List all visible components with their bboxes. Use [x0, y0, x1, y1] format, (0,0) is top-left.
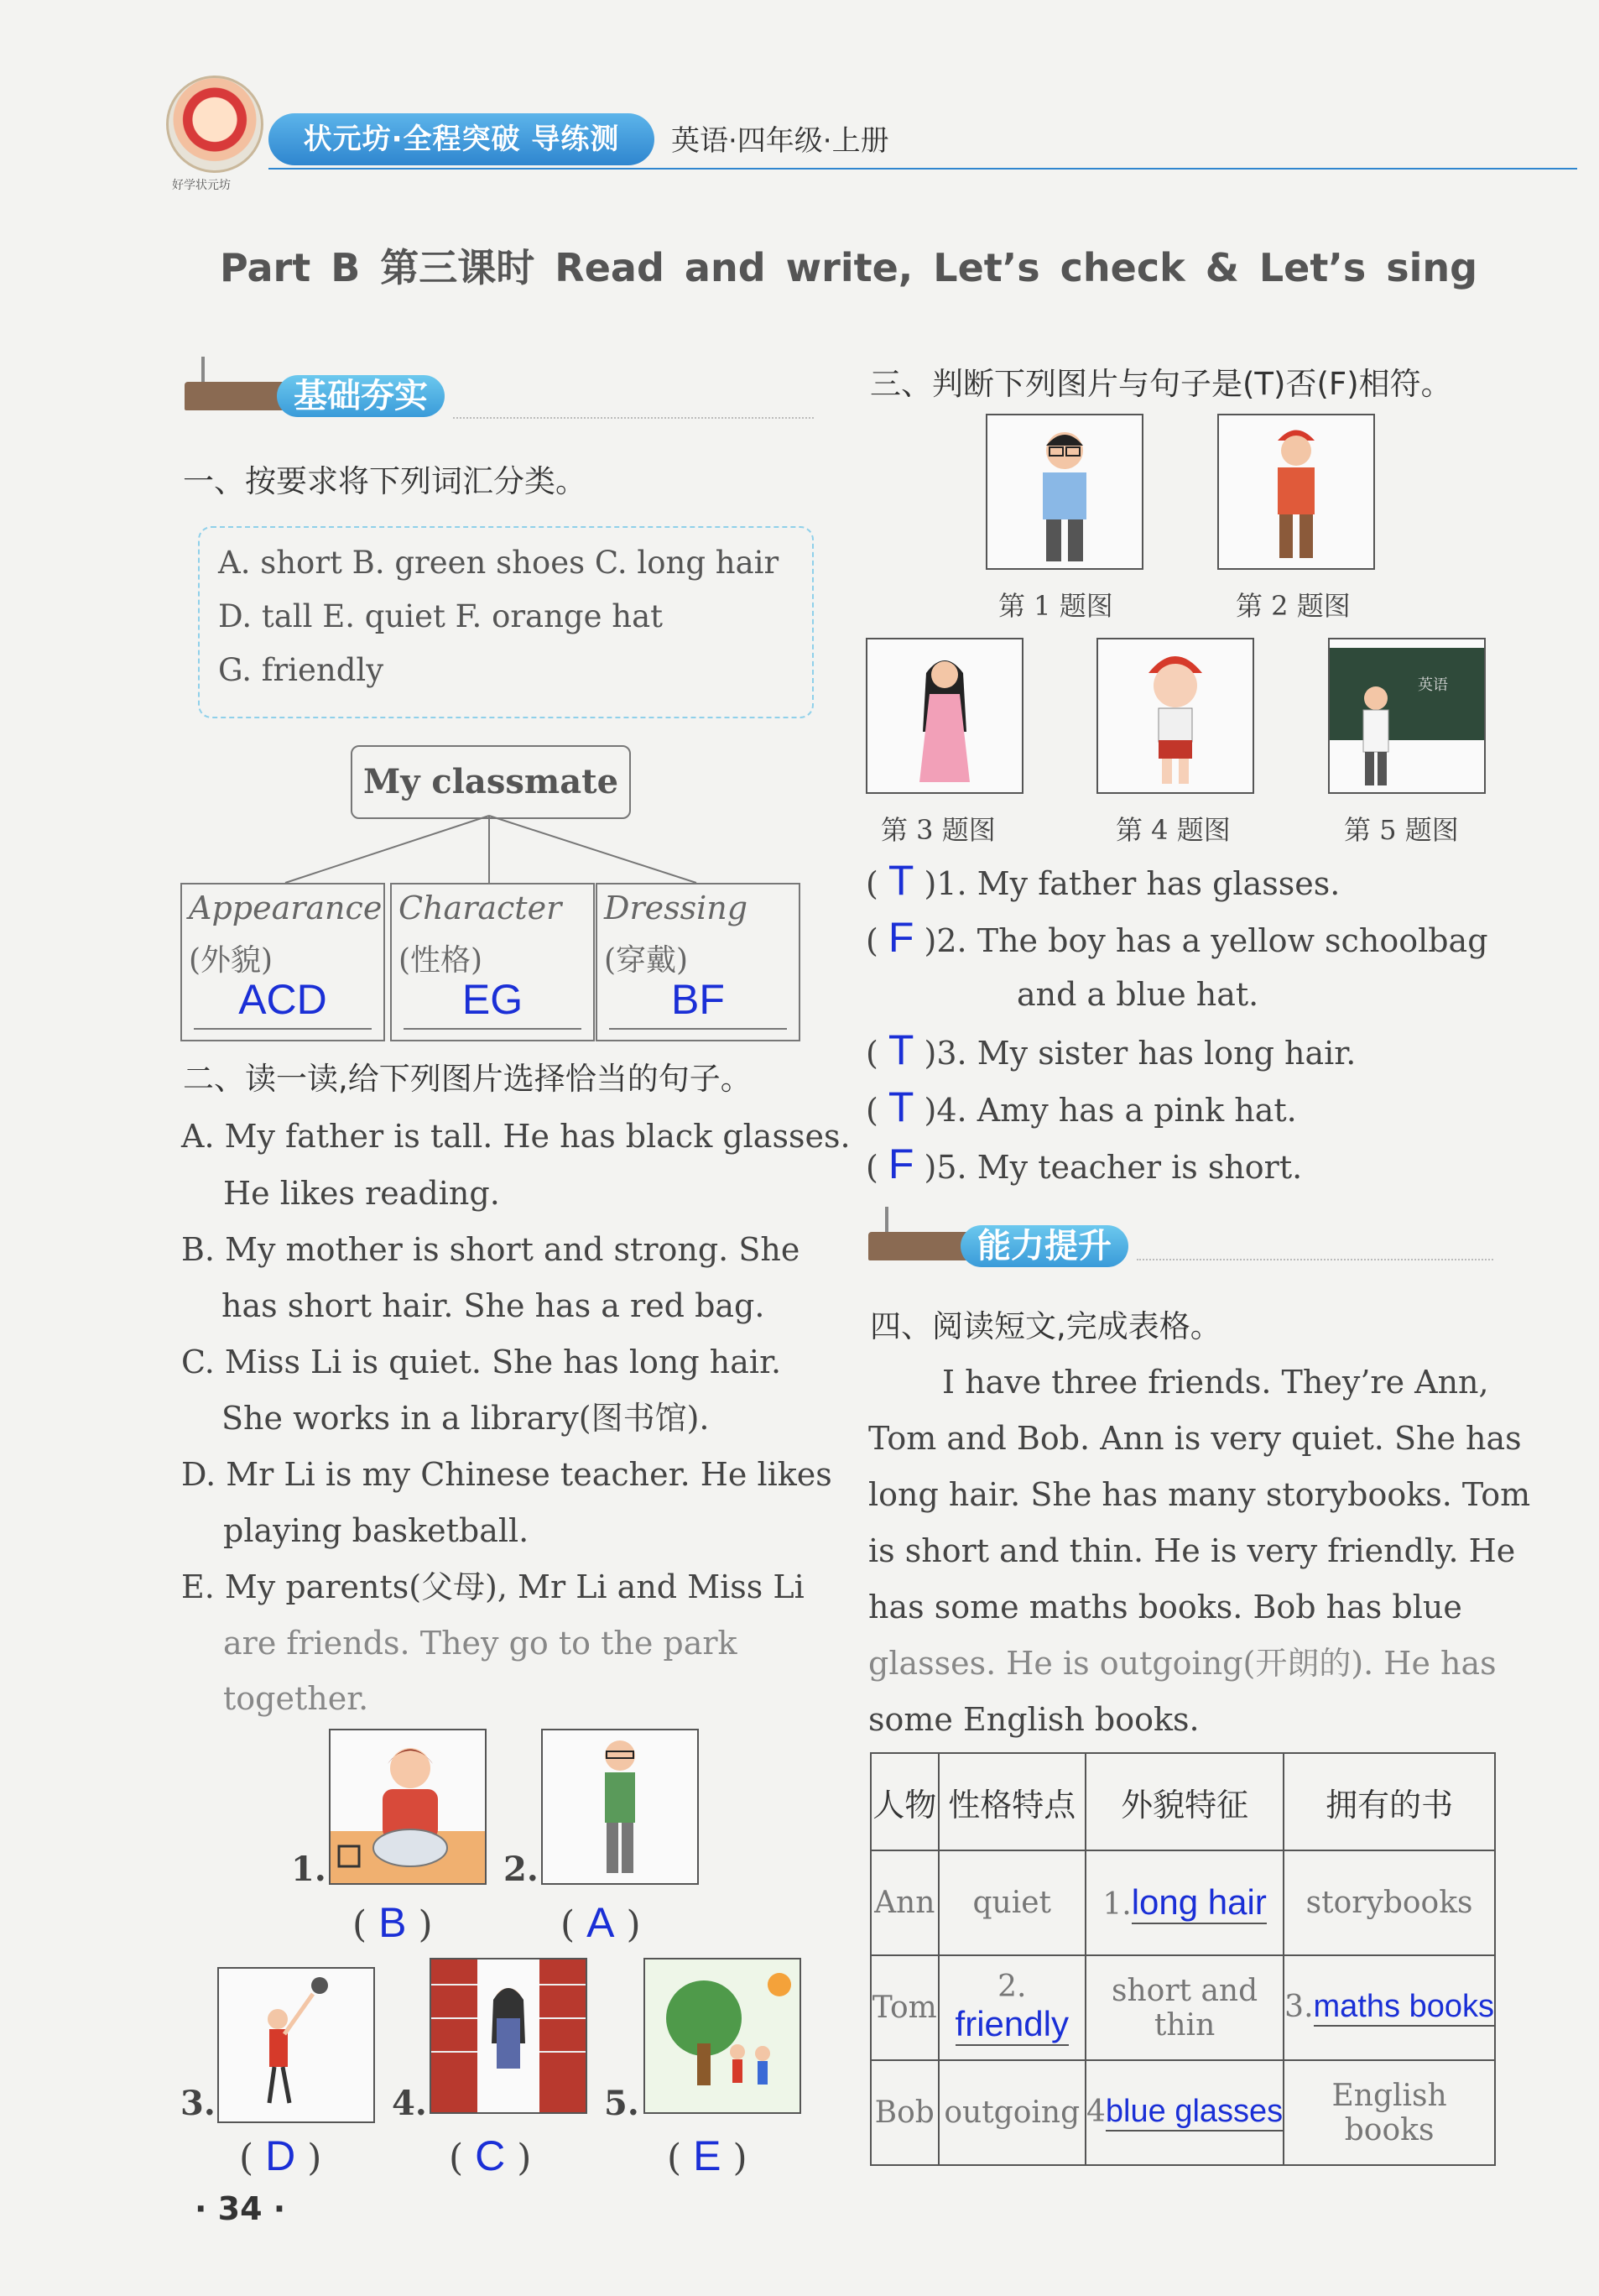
picture-basketball [217, 1967, 375, 2123]
page-number: · 34 · [195, 2190, 286, 2227]
tf-item-3: ( T )3. My sister has long hair. [866, 1026, 1357, 1073]
tf-item-4: ( T )4. Amy has a pink hat. [866, 1083, 1297, 1130]
blank-number: 4 [1086, 2095, 1106, 2129]
table-cell [1086, 1850, 1284, 1955]
table-cell: English books [1284, 2060, 1495, 2165]
answer-text: F [888, 914, 914, 961]
answer-paren-4: ( C ) [449, 2132, 532, 2179]
tf-item-1: ( T )1. My father has glasses. [866, 857, 1341, 904]
table-cell: Bob [871, 2060, 939, 2165]
table-cell: Tom [871, 1955, 939, 2060]
filled-answer: friendly [956, 2004, 1069, 2046]
blank-number: 1. [1102, 1886, 1132, 1922]
item-number: 4. [392, 2084, 427, 2123]
filled-answer: blue glasses [1106, 2094, 1283, 2132]
filled-answer: long hair [1132, 1882, 1267, 1924]
answer-text: F [888, 1140, 914, 1187]
q2-option-line: A. My father is tall. He has black glasses. [181, 1118, 851, 1155]
table-header-cell: 人物 [871, 1753, 939, 1850]
answer-paren-3: ( D ) [239, 2132, 322, 2179]
q2-option-line: has short hair. She has a red bag. [221, 1287, 765, 1324]
answer-text: B [378, 1899, 407, 1946]
figure-caption: 第 3 题图 [881, 814, 996, 846]
tf-item-5: ( F )5. My teacher is short. [866, 1140, 1303, 1187]
answer-line [194, 1028, 372, 1030]
table-cell: storybooks [1284, 1850, 1495, 1955]
q2-option-line: She works in a library(图书馆). [221, 1400, 710, 1437]
figure-caption: 第 5 题图 [1344, 814, 1459, 846]
q2-option-line: together. [223, 1680, 369, 1717]
table-cell: quiet [939, 1850, 1086, 1955]
answer-text: E [693, 2132, 721, 2179]
item-number: 5. [604, 2084, 639, 2123]
blank-number: 3. [1284, 1990, 1314, 2024]
answer-line [404, 1028, 581, 1030]
passage-line: has some maths books. Bob has blue [868, 1589, 1462, 1625]
item-number: )3. [924, 1035, 967, 1072]
picture-mother-cooking [329, 1729, 487, 1885]
section-banner-advance [868, 1207, 1128, 1265]
q3-heading: 三、判断下列图片与句子是(T)否(F)相符。 [870, 366, 1452, 402]
q1-heading: 一、按要求将下列词汇分类。 [183, 463, 586, 499]
brand-banner: 状元坊·全程突破 导练测 [268, 113, 654, 165]
answer-paren-5: ( E ) [667, 2132, 747, 2179]
figure-caption: 第 1 题图 [998, 590, 1113, 622]
q2-option-line: He likes reading. [223, 1175, 500, 1212]
item-number: )5. [924, 1149, 967, 1186]
figure-caption: 第 4 题图 [1116, 814, 1231, 846]
answer-paren-1: ( B ) [352, 1899, 433, 1946]
book-label: 英语·四年级·上册 [671, 124, 889, 158]
q2-option-line: B. My mother is short and strong. She [181, 1231, 800, 1268]
item-number: 1. [291, 1850, 326, 1889]
category-title: Dressing [604, 890, 748, 926]
table-header-row [871, 1753, 1495, 1850]
answer-line [609, 1028, 787, 1030]
picture-q3-1 [986, 414, 1143, 570]
q2-option-line: C. Miss Li is quiet. She has long hair. [181, 1344, 782, 1380]
category-title: Character [398, 890, 562, 926]
item-number: )4. [924, 1092, 967, 1129]
category-appearance [180, 883, 385, 1041]
passage-line: Tom and Bob. Ann is very quiet. She has [868, 1420, 1522, 1457]
picture-father-glasses [541, 1729, 699, 1885]
answer-paren-2: ( A ) [560, 1899, 641, 1946]
picture-q3-3 [866, 638, 1023, 794]
item-text: The boy has a yellow schoolbag [977, 922, 1488, 959]
picture-library [430, 1958, 587, 2114]
category-character [390, 883, 595, 1041]
table-cell: Ann [871, 1850, 939, 1955]
category-title: Appearance [189, 890, 383, 926]
section-label: 基础夯实 [277, 375, 445, 417]
q2-option-line: playing basketball. [223, 1512, 529, 1549]
q2-heading: 二、读一读,给下列图片选择恰当的句子。 [183, 1061, 752, 1097]
filled-answer: maths books [1314, 1989, 1494, 2027]
info-table [870, 1752, 1496, 2166]
lamp-icon [885, 1207, 888, 1235]
passage-line: glasses. He is outgoing(开朗的). He has [868, 1645, 1497, 1682]
section-label: 能力提升 [961, 1225, 1128, 1267]
table-row [871, 1850, 1495, 1955]
tf-item-2-cont: and a blue hat. [1017, 976, 1259, 1013]
word-line: A. short B. green shoes C. long hair [218, 545, 779, 581]
item-number: 3. [180, 2084, 216, 2123]
answer-text: A [586, 1899, 615, 1946]
passage-line: is short and thin. He is very friendly. He [868, 1532, 1516, 1569]
item-text: My sister has long hair. [977, 1035, 1357, 1072]
tree-root: My classmate [351, 745, 631, 819]
q2-option-line: E. My parents(父母), Mr Li and Miss Li [181, 1568, 805, 1605]
q2-option-line: are friends. They go to the park [223, 1625, 737, 1662]
table-cell: short and thin [1086, 1955, 1284, 2060]
table-header-cell: 性格特点 [939, 1753, 1086, 1850]
table-header-cell: 拥有的书 [1284, 1753, 1495, 1850]
passage-line: I have three friends. They’re Ann, [942, 1364, 1489, 1401]
table-header-cell: 外貌特征 [1086, 1753, 1284, 1850]
figure-caption: 第 2 题图 [1236, 590, 1351, 622]
category-dressing [596, 883, 800, 1041]
table-cell [1086, 2060, 1284, 2165]
table-cell [1284, 1955, 1495, 2060]
category-answer: BF [671, 976, 725, 1023]
item-number: )2. [924, 922, 967, 959]
item-number: )1. [924, 865, 967, 902]
table-cell: outgoing [939, 2060, 1086, 2165]
board-text: 英语 [1418, 676, 1448, 694]
answer-text: T [888, 857, 914, 904]
picture-q3-5 [1328, 638, 1486, 794]
page-title: Part B 第三课时 Read and write, Let’s check & Let’s sing [220, 245, 1478, 290]
answer-text: C [475, 2132, 506, 2179]
passage-line: long hair. She has many storybooks. Tom [868, 1476, 1531, 1513]
table-row [871, 1955, 1495, 2060]
q4-heading: 四、阅读短文,完成表格。 [870, 1308, 1221, 1344]
item-number: 2. [503, 1850, 539, 1889]
item-text: My teacher is short. [977, 1149, 1303, 1186]
category-cn: (穿戴) [604, 943, 689, 978]
category-answer: EG [461, 976, 523, 1023]
answer-text: D [265, 2132, 296, 2179]
picture-q3-4 [1096, 638, 1254, 794]
picture-park [643, 1958, 801, 2114]
category-cn: (性格) [398, 943, 483, 978]
word-line: G. friendly [218, 652, 384, 688]
item-text: Amy has a pink hat. [977, 1092, 1297, 1129]
item-text: My father has glasses. [977, 865, 1341, 902]
passage-line: some English books. [868, 1701, 1200, 1738]
table-row [871, 2060, 1495, 2165]
logo-caption: 好学状元坊 [172, 179, 231, 192]
answer-text: T [888, 1026, 914, 1073]
tf-item-2: ( F )2. The boy has a yellow schoolbag [866, 914, 1488, 961]
table-cell [939, 1955, 1086, 2060]
word-line: D. tall E. quiet F. orange hat [218, 598, 664, 634]
divider [1137, 1259, 1493, 1260]
picture-q3-2 [1217, 414, 1375, 570]
blank-number: 2. [997, 1970, 1027, 2004]
answer-text: T [888, 1083, 914, 1130]
q2-option-line: D. Mr Li is my Chinese teacher. He likes [181, 1456, 832, 1493]
desk-icon [868, 1232, 969, 1260]
category-cn: (外貌) [189, 943, 273, 978]
category-answer: ACD [238, 976, 327, 1023]
